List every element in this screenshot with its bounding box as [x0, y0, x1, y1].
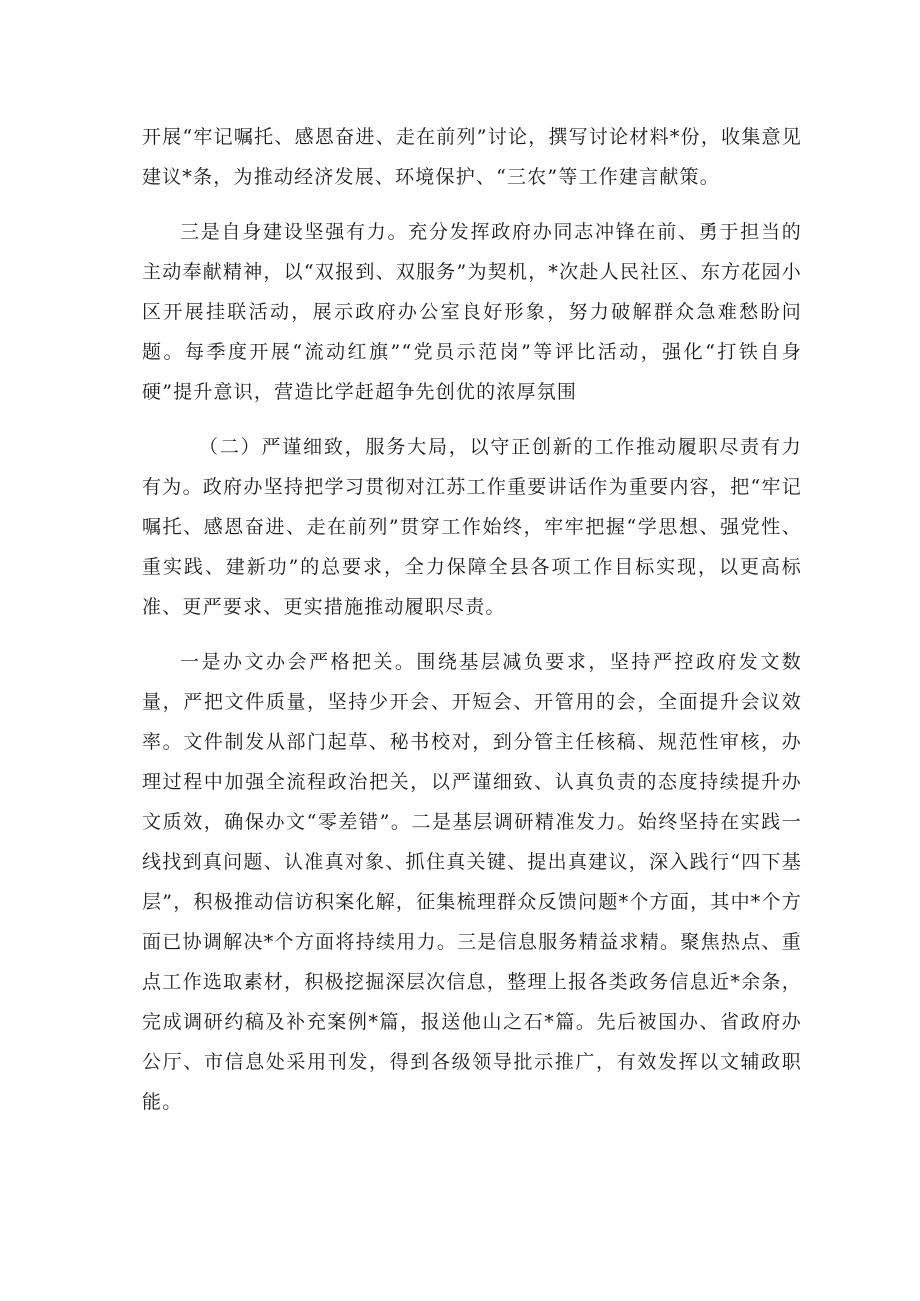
document-body [142, 117, 802, 1122]
paragraph-section-two-heading: （二）严谨细致，服务大局，以守正创新的工作推动履职尽责有力有为。政府办坚持把学习贯彻对江苏工作重要讲话作为重要内容，把“牢记嘱托、感恩奋进、走在前列”贯穿工作始终，牢牢把握“学思想、强党性、重实践、建新功”的总要求，全力保障全县各项工作目标实现，以更高标准、更严要求、更实措施推动履职尽责。 [142, 436, 802, 618]
paragraph-document-meetings: 一是办文办会严格把关。围绕基层减负要求，坚持严控政府发文数量，严把文件质量，坚持少开会、开短会、开管用的会，全面提升会议效率。文件制发从部门起草、秘书校对，到分管主任核稿、规范性审核，办理过程中加强全流程政治把关，以严谨细致、认真负责的态度持续提升办文质效，确保办文“零差错”。二是基层调研精准发力。始终坚持在实践一线找到真问题、认准真对象、抓住真关键、提出真建议，深入践行“四下基层”，积极推动信访积案化解，征集梳理群众反馈问题*个方面，其中*个方面已协调解决*个方面将持续用力。三是信息服务精益求精。聚焦热点、重点工作选取素材，积极挖掘深层次信息，整理上报各类政务信息近*余条，完成调研约稿及补充案例*篇，报送他山之石*篇。先后被国办、省政府办公厅、市信息处采用刊发，得到各级领导批示推广，有效发挥以文辅政职能。 [142, 651, 802, 1113]
paragraph-self-construction: 三是自身建设坚强有力。充分发挥政府办同志冲锋在前、勇于担当的主动奉献精神，以“双报到、双服务”为契机，*次赴人民社区、东方花园小区开展挂联活动，展示政府办公室良好形象，努力破解群众急难愁盼问题。每季度开展“流动红旗”“党员示范岗”等评比活动，强化“打铁自身硬”提升意识，营造比学赶超争先创优的浓厚氛围 [142, 221, 802, 403]
paragraph-discussion-summary: 开展“牢记嘱托、感恩奋进、走在前列”讨论，撰写讨论材料*份，收集意见建议*条，为推动经济发展、环境保护、“三农”等工作建言献策。 [142, 126, 802, 188]
